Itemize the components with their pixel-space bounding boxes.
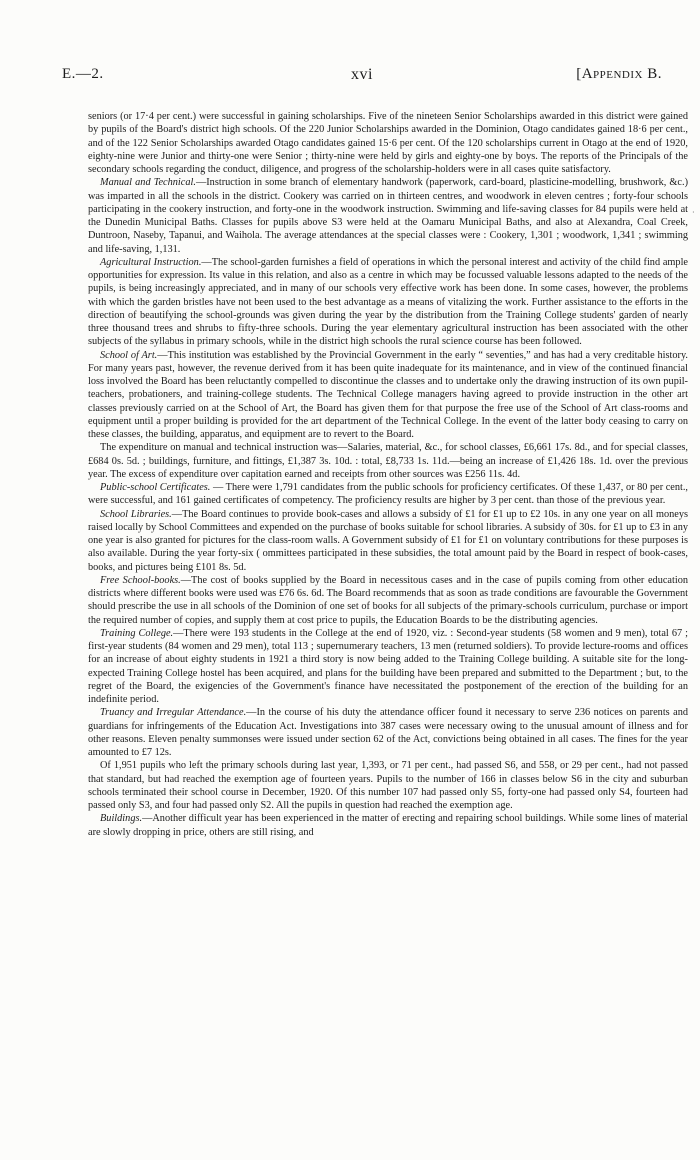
- header-appendix-label: [Appendix B.: [576, 66, 662, 82]
- margin-mark: ·: [692, 208, 695, 217]
- paragraph-heading: Manual and Technical.: [100, 177, 196, 189]
- paragraph-text: The expenditure on manual and technical instruction was—Salaries, material, &c., for school classes, £6,661 17s. 8d., and for special classes, £684 0s. 5d. ; buildings, furniture, and fittings, £1,387 3s. 10d. : total, £8,733 1s. 11d.—being an increase of £1,426 18s. 1d. over the previous year. The excess of expenditure over capitation earned and receipts from other sources was £256 11s. 4d.: [88, 442, 688, 480]
- paragraph-buildings: [88, 812, 688, 839]
- paragraph-text: —The cost of books supplied by the Board in necessitous cases and in the case of pupils coming from other education districts where different books were used was £76 6s. 6d. The Board recommends that as soon as trade conditions are favourable the Government should prescribe the use in all schools of the Dominion of one set of books for all subjects of the primary-schools curriculum, purchase or import the required number of copies, and supply them at cost price to pupils, the Education Boards to be the distributing agencies.: [88, 574, 688, 626]
- paragraph-text: —This institution was established by the Provincial Government in the early “ seventies,” and has had a very creditable history. For many years past, however, the revenue derived from it has been quite inadequate for its maintenance, and in view of the continued financial loss involved the Board has been reluctantly compelled to discontinue the classes and to undertake only the drawing instruction of its own pupil-teachers, probationers, and training-college students. The Technical College managers having agreed to provide instruction in the other art classes previously carried on at the School of Art, the Board has given them for that purpose the free use of the School of Art class-rooms and equipment until a proper building is provided for the art department of the Technical College. In the event of the latter body ceasing to carry on these classes, the building, apparatus, and equipment are to revert to the Board.: [88, 349, 689, 440]
- document-body: [88, 110, 688, 839]
- paragraph-heading: Public-school Certificates.: [100, 482, 211, 493]
- paragraph-school-libraries: [88, 508, 688, 574]
- paragraph-text: —Instruction in some branch of elementary handwork (paperwork, card-board, plasticine-modelling, brushwork, &c.) was imparted in all the schools in the district. Cookery was carried on in thirteen centres, and woodwork in eleven centres ; forty-four schools participating in the cookery instruction, and forty-one in the woodwork instruction. Swimming and life-saving classes for 84 pupils were held at the Dunedin Municipal Baths. Classes for pupils above S3 were held at the Oamaru Municipal Baths, and also at Alexandra, Coal Creek, Duntroon, Naseby, Tapanui, and Waihola. The average attendances at the special classes were : Cookery, 1,301 ; woodwork, 1,341 ; swimming and life-saving, 1,131.: [88, 177, 689, 255]
- paragraph-heading: School of Art.: [100, 349, 158, 361]
- paragraph-heading: Free School-books.: [100, 574, 181, 586]
- paragraph-agricultural-instruction: [88, 256, 688, 349]
- paragraph-text: —The Board continues to provide book-cases and allows a subsidy of £1 for £1 up to £2 10s. in any one year on all moneys raised locally by School Committees and expended on the purchase of books suitable for school libraries. A subsidy of 30s. for £1 up to £3 in any one year is also granted for pictures for the class-room walls. A Government subsidy of £1 for £1 on voluntary contributions for these purposes is also available. During the year forty-six ( ommittees participated in these subsidies, the total amount paid by the Board in respect of book-cases, books, and pictures being £101 8s. 5d.: [88, 508, 688, 573]
- paragraph-heading: Buildings.: [100, 813, 143, 825]
- paragraph-free-school-books: [88, 574, 688, 627]
- paragraph-pupils-leaving: [88, 759, 688, 812]
- paragraph-text: —Another difficult year has been experienced in the matter of erecting and repairing school buildings. While some lines of material are slowly dropping in price, others are still rising, and: [88, 813, 688, 838]
- paragraph-heading: Truancy and Irregular Attendance.: [100, 707, 247, 719]
- header-left-reference: E.—2.: [62, 66, 104, 82]
- paragraph-text: — There were 1,791 candidates from the public schools for proficiency certificates. Of these 1,437, or 80 per cent., were successful, and 161 gained certificates of competency. The proficiency results are higher by 3 per cent. than those of the previous year.: [88, 482, 688, 507]
- paragraph-heading: Training College.: [100, 627, 174, 639]
- paragraph-text: —The school-garden furnishes a field of operations in which the personal interest and activity of the child find ample opportunities for expression. Its value in this relation, and also as a centre in which may be focussed valuable lessons adapted to the needs of the pupils, is being increasingly appreciated, and in many of our schools very effective work has been done. In some cases, however, the problems with which the garden bristles have not been used to the best advantage as a means of vitalizing the work. Further assistance to the efforts in the direction of beautifying the school-grounds was given during the year by the distribution from the Training College students' garden of nearly three thousand trees and shrubs to fifty-three schools. During the year elementary agricultural instruction has been associated with the other subjects of the syllabus in primary schools, while in the district high schools the rural science course has been followed.: [88, 256, 688, 348]
- paragraph-public-school-certificates: [88, 481, 688, 508]
- header-page-number: xvi: [351, 66, 373, 83]
- paragraph-text: —There were 193 students in the College at the end of 1920, viz. : Second-year students (58 women and 9 men), total 67 ; first-year students (84 women and 29 men), total 113 ; supernumerary teachers, 13 men (returned soldiers). To provide lecture-rooms and offices for an increase of about eighty students in 1921 a third story is now being added to the Training College building. A suitable site for the long-expected Training College hostel has been acquired, and plans for the building have been prepared and submitted to the Department ; but, to the regret of the Board, the exigencies of the Government's finance have necessitated the postponement of the erection of the building for an indefinite period.: [88, 627, 689, 705]
- paragraph-school-of-art: [88, 349, 688, 442]
- paragraph-truancy: [88, 706, 688, 759]
- paragraph-manual-technical: [88, 176, 688, 256]
- paragraph-heading: Agricultural Instruction.: [100, 256, 202, 268]
- paragraph-text: Of 1,951 pupils who left the primary schools during last year, 1,393, or 71 per cent., had passed S6, and 558, or 29 per cent., had not passed that standard, but had reached the exemption age of fourteen years. Pupils to the number of 166 in classes below S6 in the city and suburban schools terminated their school course in December, 1920. Of this number 107 had passed only S5, forty-one had passed only S4, fourteen had passed only S3, and four had passed only S2. All the pupils in question had reached the exemption age.: [88, 760, 688, 811]
- paragraph-training-college: [88, 627, 688, 707]
- paragraph-text: —In the course of his duty the attendance officer found it necessary to serve 236 notices on parents and guardians for infringements of the Education Act. Investigations into 387 cases were necessary owing to the unusual amount of illness and for other reasons. Eleven penalty summonses were issued under section 62 of the Act, convictions being obtained in all cases. The fines for the year amounted to £7 12s.: [88, 707, 688, 758]
- paragraph-heading: School Libraries.: [100, 508, 172, 520]
- paragraph-text: seniors (or 17·4 per cent.) were successful in gaining scholarships. Five of the nineteen Senior Scholarships awarded in this district were gained by pupils of the Board's district high schools. Of the 220 Junior Scholarships awarded in the Dominion, Otago candidates gained 18·6 per cent., and of the 122 Senior Scholarships awarded Otago candidates gained 15·6 per cent. Of the 120 scholarships current in Otago at the end of 1920, eighty-nine were Junior and thirty-one were Senior ; thirty-nine were held by girls and eighty-one by boys. The reports of the Principals of the secondary schools regarding the conduct, diligence, and progress of the scholarship-holders were in all cases quite satisfactory.: [88, 111, 688, 175]
- paragraph-scholarships: [88, 110, 688, 176]
- paragraph-expenditure: [88, 441, 688, 481]
- page-header: [62, 66, 662, 88]
